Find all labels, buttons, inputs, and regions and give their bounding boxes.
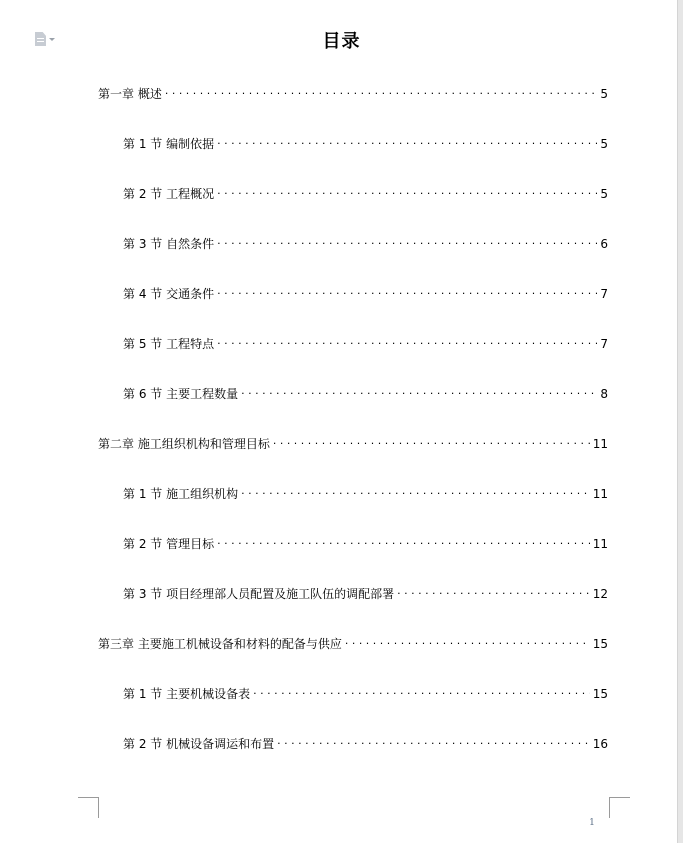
toc-entry-label: 第一章 概述 [98, 87, 162, 101]
toc-entry[interactable] [123, 182, 608, 201]
toc-entry-page-number: 12 [592, 587, 608, 601]
toc-entry-page-number: 11 [592, 537, 608, 551]
toc-entry[interactable] [123, 682, 608, 701]
toc-leader-dots [217, 532, 590, 548]
toc-leader-dots [217, 132, 597, 148]
toc-entry-label: 第 2 节 管理目标 [123, 537, 215, 551]
toc-entry-page-number: 5 [600, 187, 608, 201]
toc-entry-page-number: 7 [600, 337, 608, 351]
toc-leader-dots [277, 732, 590, 748]
toc-leader-dots [397, 582, 590, 598]
window-right-edge [677, 0, 683, 843]
toc-entry-page-number: 15 [592, 687, 608, 701]
toc-leader-dots [217, 282, 597, 298]
toc-entry[interactable] [98, 632, 608, 651]
toc-entry-page-number: 5 [600, 87, 608, 101]
page-margin-corner-right [609, 797, 630, 818]
toc-entry-label: 第 1 节 编制依据 [123, 137, 215, 151]
page-margin-corner-left [78, 797, 99, 818]
toc-entry-label: 第 2 节 工程概况 [123, 187, 215, 201]
toc-entry-page-number: 11 [592, 487, 608, 501]
toc-entry-page-number: 6 [600, 237, 608, 251]
toc-entry-page-number: 5 [600, 137, 608, 151]
toc-leader-dots [241, 382, 597, 398]
toc-entry[interactable] [123, 232, 608, 251]
toc-entry[interactable] [98, 432, 608, 451]
toc-entry-label: 第 5 节 工程特点 [123, 337, 215, 351]
footer-page-number: 1 [589, 818, 595, 828]
page-title: 目录 [322, 31, 361, 52]
toc-leader-dots [273, 432, 590, 448]
toc-entry[interactable] [123, 282, 608, 301]
toc-entry-page-number: 7 [600, 287, 608, 301]
toc-leader-dots [253, 682, 590, 698]
toc-entry-label: 第 3 节 自然条件 [123, 237, 215, 251]
toc-entry[interactable] [123, 482, 608, 501]
toc-entry[interactable] [123, 132, 608, 151]
toc-entry[interactable] [98, 82, 608, 101]
toc-entry-label: 第 1 节 主要机械设备表 [123, 687, 251, 701]
toc-entry-label: 第 4 节 交通条件 [123, 287, 215, 301]
toc-leader-dots [345, 632, 590, 648]
toc-leader-dots [217, 332, 597, 348]
toc-entry[interactable] [123, 732, 608, 751]
toc-entry-label: 第 2 节 机械设备调运和布置 [123, 737, 275, 751]
toc-entry[interactable] [123, 332, 608, 351]
toc-entry-label: 第 1 节 施工组织机构 [123, 487, 239, 501]
toc-entry[interactable] [123, 532, 608, 551]
toc-leader-dots [217, 232, 597, 248]
toc-entry-page-number: 15 [592, 637, 608, 651]
toc-entry-label: 第三章 主要施工机械设备和材料的配备与供应 [98, 637, 342, 651]
toc-leader-dots [165, 82, 598, 98]
toc-entry-label: 第 6 节 主要工程数量 [123, 387, 239, 401]
toc-leader-dots [241, 482, 590, 498]
toc-entry-page-number: 11 [592, 437, 608, 451]
toc-entry-page-number: 16 [592, 737, 608, 751]
toc-entry-label: 第二章 施工组织机构和管理目标 [98, 437, 270, 451]
toc-leader-dots [217, 182, 597, 198]
toc-entry-label: 第 3 节 项目经理部人员配置及施工队伍的调配部署 [123, 587, 395, 601]
toc-entry-page-number: 8 [600, 387, 608, 401]
toc-entry[interactable] [123, 582, 608, 601]
toc-entry[interactable] [123, 382, 608, 401]
